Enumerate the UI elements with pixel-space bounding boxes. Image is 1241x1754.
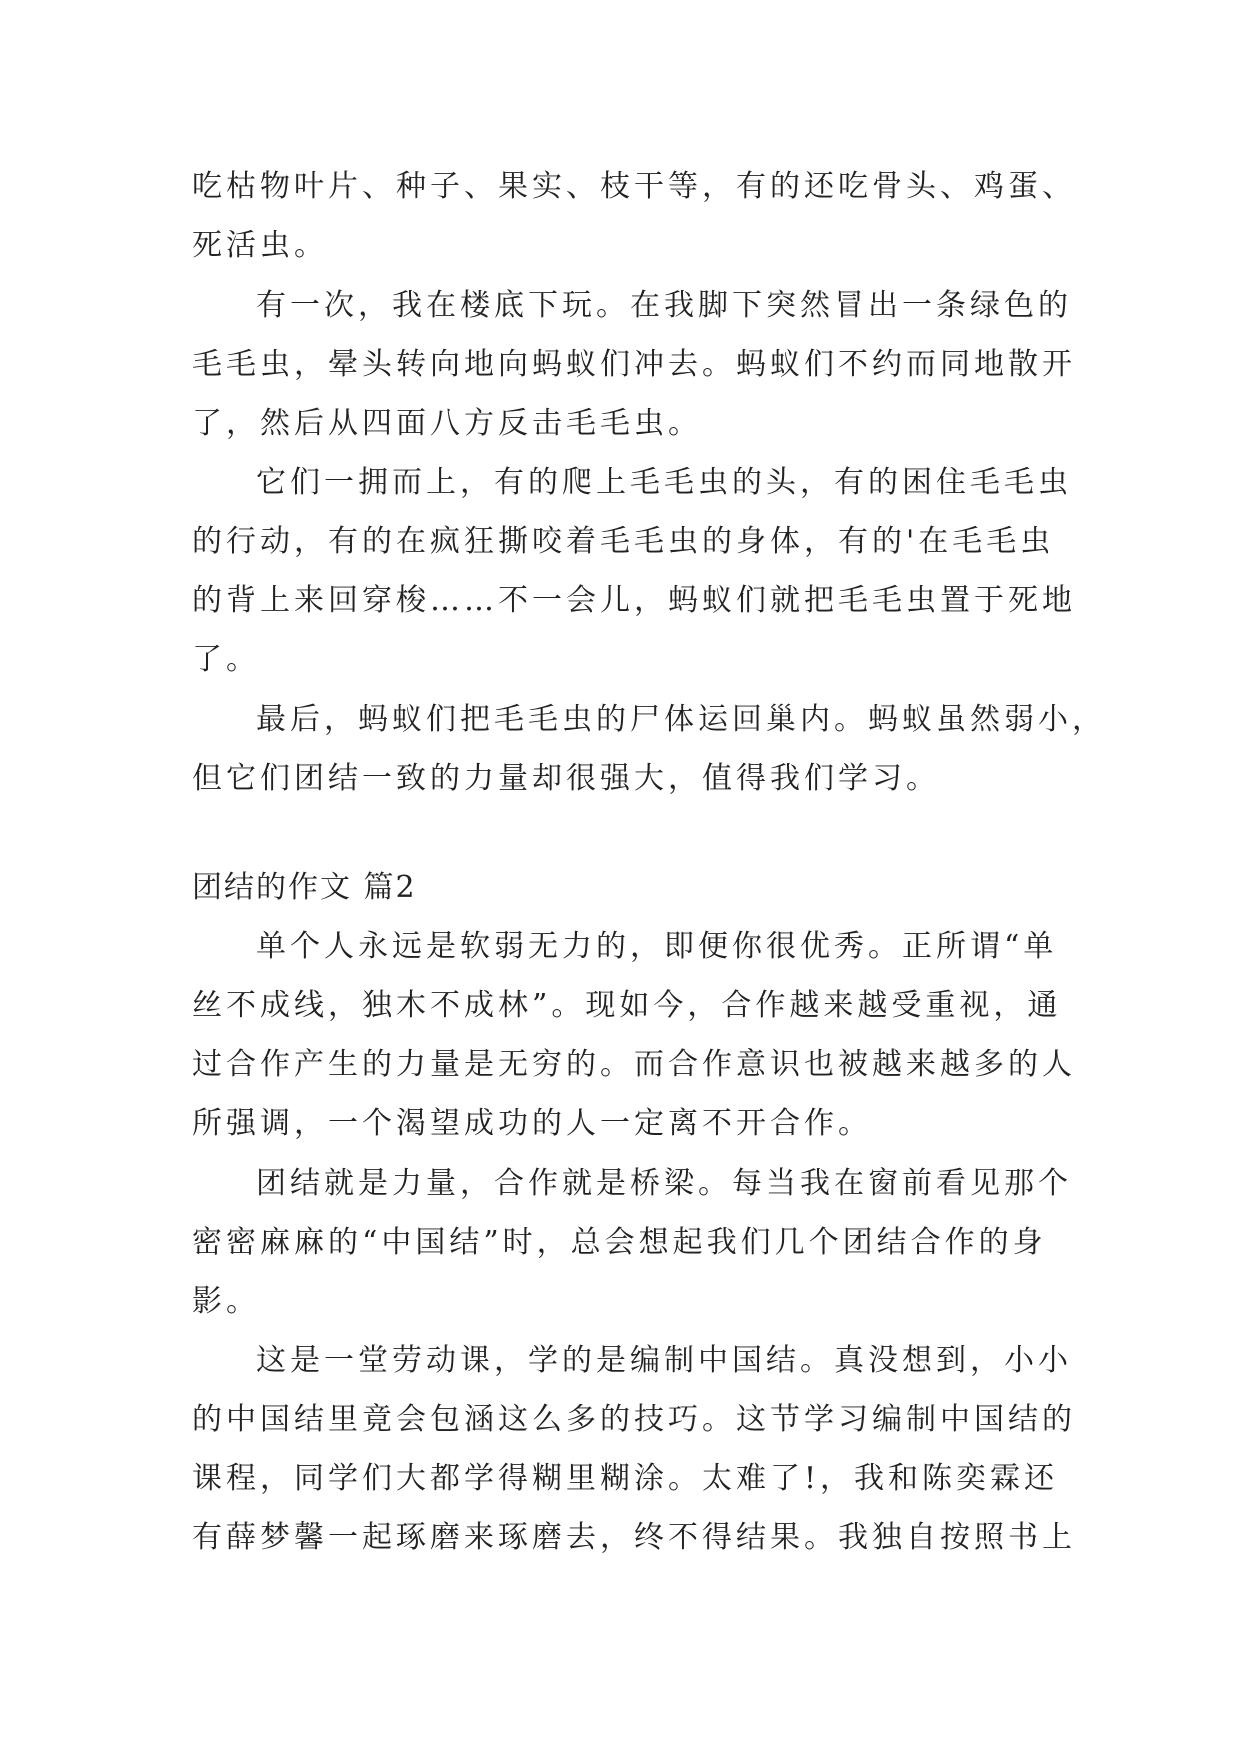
paragraph-line: 了，然后从四面八方反击毛毛虫。 bbox=[192, 406, 702, 441]
paragraph-line: 的背上来回穿梭……不一会儿，蚂蚁们就把毛毛虫置于死地 bbox=[192, 583, 1076, 618]
paragraph-line: 有薛梦馨一起琢磨来琢磨去，终不得结果。我独自按照书上 bbox=[192, 1520, 1076, 1555]
paragraph-line: 这是一堂劳动课，学的是编制中国结。真没想到，小小 bbox=[256, 1343, 1072, 1378]
paragraph-line: 有一次，我在楼底下玩。在我脚下突然冒出一条绿色的 bbox=[256, 288, 1072, 323]
paragraph-line: 但它们团结一致的力量却很强大，值得我们学习。 bbox=[192, 761, 940, 796]
paragraph-line: 的行动，有的在疯狂撕咬着毛毛虫的身体，有的'在毛毛虫 bbox=[192, 524, 1055, 559]
paragraph-line: 单个人永远是软弱无力的，即便你很优秀。正所谓“单 bbox=[256, 929, 1058, 964]
paragraph-line: 影。 bbox=[192, 1284, 260, 1319]
paragraph-line: 过合作产生的力量是无穷的。而合作意识也被越来越多的人 bbox=[192, 1047, 1076, 1082]
paragraph-line: 了。 bbox=[192, 642, 260, 677]
paragraph-line: 吃枯物叶片、种子、果实、枝干等，有的还吃骨头、鸡蛋、 bbox=[192, 169, 1076, 204]
paragraph-line: 密密麻麻的“中国结”时，总会想起我们几个团结合作的身 bbox=[192, 1225, 1047, 1260]
paragraph-line: 最后，蚂蚁们把毛毛虫的尸体运回巢内。蚂蚁虽然弱小， bbox=[256, 702, 1106, 737]
paragraph-line: 所强调，一个渴望成功的人一定离不开合作。 bbox=[192, 1106, 872, 1141]
paragraph-line: 丝不成线，独木不成林”。现如今，合作越来越受重视，通 bbox=[192, 988, 1062, 1023]
document-body bbox=[192, 0, 1106, 1754]
section-heading: 团结的作文 篇2 bbox=[192, 870, 417, 905]
paragraph-line: 团结就是力量，合作就是桥梁。每当我在窗前看见那个 bbox=[256, 1166, 1072, 1201]
paragraph-line: 的中国结里竟会包涵这么多的技巧。这节学习编制中国结的 bbox=[192, 1402, 1076, 1437]
paragraph-line: 毛毛虫，晕头转向地向蚂蚁们冲去。蚂蚁们不约而同地散开 bbox=[192, 347, 1076, 382]
paragraph-line: 它们一拥而上，有的爬上毛毛虫的头，有的困住毛毛虫 bbox=[256, 465, 1072, 500]
paragraph-line: 死活虫。 bbox=[192, 228, 328, 263]
paragraph-line: 课程，同学们大都学得糊里糊涂。太难了!，我和陈奕霖还 bbox=[192, 1461, 1059, 1496]
